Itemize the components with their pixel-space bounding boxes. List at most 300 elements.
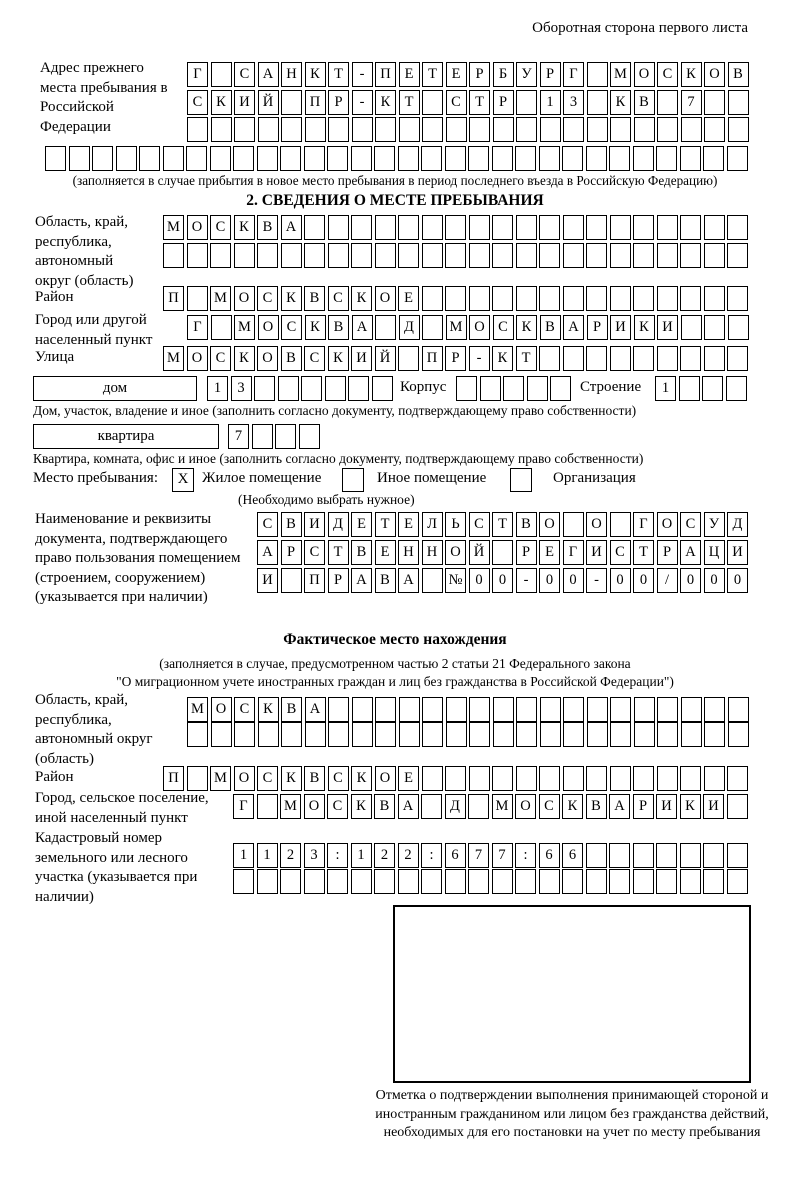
char-cell[interactable]: К (680, 794, 701, 819)
char-cell[interactable] (186, 146, 207, 171)
char-cell[interactable] (586, 766, 607, 791)
char-cell[interactable] (633, 869, 654, 894)
char-cell[interactable]: О (187, 346, 208, 371)
char-cell[interactable] (399, 697, 420, 722)
char-cell[interactable] (257, 869, 278, 894)
char-cell[interactable] (657, 90, 678, 115)
char-cell[interactable]: - (352, 62, 373, 87)
char-cell[interactable] (422, 243, 443, 268)
char-cell[interactable]: Б (493, 62, 514, 87)
char-cell[interactable] (399, 722, 420, 747)
char-cell[interactable]: Т (422, 62, 443, 87)
char-cell[interactable]: 7 (492, 843, 513, 868)
char-cell[interactable] (275, 424, 296, 449)
char-cell[interactable]: И (257, 568, 278, 593)
char-cell[interactable] (445, 215, 466, 240)
char-cell[interactable] (704, 90, 725, 115)
char-cell[interactable]: Е (398, 512, 419, 537)
factual-city-row[interactable] (233, 794, 748, 819)
char-cell[interactable]: С (493, 315, 514, 340)
char-cell[interactable] (456, 376, 477, 401)
char-cell[interactable]: 0 (727, 568, 748, 593)
char-cell[interactable] (493, 722, 514, 747)
char-cell[interactable] (539, 146, 560, 171)
char-cell[interactable]: Р (281, 540, 302, 565)
char-cell[interactable]: А (351, 568, 372, 593)
char-cell[interactable] (325, 376, 346, 401)
char-cell[interactable] (680, 286, 701, 311)
char-cell[interactable] (281, 722, 302, 747)
document-row-3[interactable] (257, 568, 748, 593)
char-cell[interactable]: И (586, 540, 607, 565)
char-cell[interactable] (492, 215, 513, 240)
char-cell[interactable] (399, 117, 420, 142)
char-cell[interactable]: С (446, 90, 467, 115)
char-cell[interactable]: С (257, 286, 278, 311)
char-cell[interactable]: - (352, 90, 373, 115)
region-row-2[interactable] (163, 243, 748, 268)
char-cell[interactable]: С (610, 540, 631, 565)
char-cell[interactable] (351, 869, 372, 894)
char-cell[interactable]: И (234, 90, 255, 115)
char-cell[interactable] (45, 146, 66, 171)
char-cell[interactable] (728, 315, 749, 340)
char-cell[interactable] (421, 869, 442, 894)
factual-district-row[interactable] (163, 766, 748, 791)
char-cell[interactable] (328, 117, 349, 142)
char-cell[interactable] (421, 794, 442, 819)
char-cell[interactable] (305, 117, 326, 142)
char-cell[interactable]: У (516, 62, 537, 87)
prev-address-row-1[interactable] (187, 62, 749, 87)
char-cell[interactable]: С (680, 512, 701, 537)
char-cell[interactable] (680, 346, 701, 371)
char-cell[interactable] (703, 146, 724, 171)
char-cell[interactable] (726, 376, 747, 401)
char-cell[interactable] (301, 376, 322, 401)
char-cell[interactable]: О (234, 286, 255, 311)
char-cell[interactable] (539, 869, 560, 894)
char-cell[interactable] (539, 766, 560, 791)
char-cell[interactable] (540, 722, 561, 747)
char-cell[interactable]: Р (493, 90, 514, 115)
char-cell[interactable] (233, 146, 254, 171)
char-cell[interactable] (610, 117, 631, 142)
char-cell[interactable] (469, 286, 490, 311)
char-cell[interactable] (586, 146, 607, 171)
char-cell[interactable]: С (281, 315, 302, 340)
char-cell[interactable]: А (398, 568, 419, 593)
char-cell[interactable] (703, 843, 724, 868)
char-cell[interactable]: С (304, 540, 325, 565)
char-cell[interactable] (610, 286, 631, 311)
char-cell[interactable] (468, 794, 489, 819)
char-cell[interactable] (304, 869, 325, 894)
char-cell[interactable] (163, 146, 184, 171)
char-cell[interactable]: К (516, 315, 537, 340)
char-cell[interactable]: М (280, 794, 301, 819)
char-cell[interactable] (704, 697, 725, 722)
char-cell[interactable] (352, 722, 373, 747)
char-cell[interactable]: А (398, 794, 419, 819)
char-cell[interactable] (539, 346, 560, 371)
char-cell[interactable]: О (304, 794, 325, 819)
char-cell[interactable]: П (375, 62, 396, 87)
char-cell[interactable] (398, 243, 419, 268)
char-cell[interactable]: П (422, 346, 443, 371)
char-cell[interactable]: Й (469, 540, 490, 565)
char-cell[interactable] (727, 346, 748, 371)
char-cell[interactable] (702, 376, 723, 401)
char-cell[interactable]: - (516, 568, 537, 593)
char-cell[interactable] (727, 286, 748, 311)
char-cell[interactable]: Т (516, 346, 537, 371)
char-cell[interactable]: А (305, 697, 326, 722)
char-cell[interactable]: 0 (610, 568, 631, 593)
char-cell[interactable]: И (304, 512, 325, 537)
char-cell[interactable] (372, 376, 393, 401)
char-cell[interactable]: К (610, 90, 631, 115)
char-cell[interactable]: А (680, 540, 701, 565)
char-cell[interactable]: С (327, 794, 348, 819)
char-cell[interactable] (587, 117, 608, 142)
char-cell[interactable] (515, 146, 536, 171)
char-cell[interactable]: 7 (681, 90, 702, 115)
char-cell[interactable]: 0 (563, 568, 584, 593)
char-cell[interactable]: Г (233, 794, 254, 819)
char-cell[interactable] (281, 90, 302, 115)
char-cell[interactable] (445, 146, 466, 171)
char-cell[interactable] (680, 869, 701, 894)
char-cell[interactable]: В (281, 512, 302, 537)
char-cell[interactable]: К (634, 315, 655, 340)
char-cell[interactable]: В (586, 794, 607, 819)
document-row-2[interactable] (257, 540, 748, 565)
char-cell[interactable] (657, 766, 678, 791)
char-cell[interactable] (211, 722, 232, 747)
char-cell[interactable]: М (446, 315, 467, 340)
char-cell[interactable]: К (328, 346, 349, 371)
char-cell[interactable] (586, 243, 607, 268)
char-cell[interactable] (516, 243, 537, 268)
char-cell[interactable]: : (515, 843, 536, 868)
char-cell[interactable] (375, 243, 396, 268)
char-cell[interactable] (609, 869, 630, 894)
char-cell[interactable]: У (704, 512, 725, 537)
char-cell[interactable] (704, 346, 725, 371)
char-cell[interactable] (446, 722, 467, 747)
char-cell[interactable] (704, 117, 725, 142)
char-cell[interactable] (398, 146, 419, 171)
char-cell[interactable]: К (681, 62, 702, 87)
char-cell[interactable] (375, 315, 396, 340)
char-cell[interactable] (563, 346, 584, 371)
char-cell[interactable]: К (305, 315, 326, 340)
char-cell[interactable]: Р (469, 62, 490, 87)
char-cell[interactable] (728, 90, 749, 115)
char-cell[interactable]: Г (633, 512, 654, 537)
char-cell[interactable] (375, 722, 396, 747)
char-cell[interactable] (468, 146, 489, 171)
char-cell[interactable]: О (258, 315, 279, 340)
char-cell[interactable]: К (234, 346, 255, 371)
char-cell[interactable]: К (351, 766, 372, 791)
char-cell[interactable]: Н (398, 540, 419, 565)
char-cell[interactable] (139, 146, 160, 171)
char-cell[interactable]: В (540, 315, 561, 340)
district-row[interactable] (163, 286, 748, 311)
cadastre-row-1[interactable] (233, 843, 748, 868)
char-cell[interactable] (727, 766, 748, 791)
char-cell[interactable]: О (634, 62, 655, 87)
char-cell[interactable] (609, 146, 630, 171)
char-cell[interactable] (92, 146, 113, 171)
char-cell[interactable] (398, 869, 419, 894)
char-cell[interactable] (657, 346, 678, 371)
char-cell[interactable] (422, 117, 443, 142)
char-cell[interactable] (422, 568, 443, 593)
char-cell[interactable]: С (210, 215, 231, 240)
char-cell[interactable] (516, 697, 537, 722)
char-cell[interactable] (704, 766, 725, 791)
char-cell[interactable]: К (562, 794, 583, 819)
char-cell[interactable] (681, 722, 702, 747)
char-cell[interactable] (540, 117, 561, 142)
char-cell[interactable]: В (634, 90, 655, 115)
char-cell[interactable]: В (374, 794, 395, 819)
char-cell[interactable]: Т (375, 512, 396, 537)
char-cell[interactable]: Л (422, 512, 443, 537)
char-cell[interactable]: Т (328, 540, 349, 565)
char-cell[interactable]: 2 (374, 843, 395, 868)
char-cell[interactable] (563, 722, 584, 747)
char-cell[interactable]: 6 (562, 843, 583, 868)
char-cell[interactable] (446, 117, 467, 142)
char-cell[interactable]: О (469, 315, 490, 340)
char-cell[interactable]: 6 (539, 843, 560, 868)
city-row[interactable] (187, 315, 749, 340)
char-cell[interactable] (480, 376, 501, 401)
char-cell[interactable]: К (281, 286, 302, 311)
factual-region-row-2[interactable] (187, 722, 749, 747)
char-cell[interactable] (422, 722, 443, 747)
char-cell[interactable]: К (281, 766, 302, 791)
char-cell[interactable] (492, 146, 513, 171)
char-cell[interactable] (374, 146, 395, 171)
char-cell[interactable] (727, 146, 748, 171)
char-cell[interactable] (375, 697, 396, 722)
char-cell[interactable] (187, 286, 208, 311)
char-cell[interactable] (633, 215, 654, 240)
char-cell[interactable] (69, 146, 90, 171)
char-cell[interactable] (704, 286, 725, 311)
char-cell[interactable] (680, 243, 701, 268)
street-row[interactable] (163, 346, 748, 371)
char-cell[interactable] (211, 315, 232, 340)
char-cell[interactable] (252, 424, 273, 449)
char-cell[interactable]: К (492, 346, 513, 371)
char-cell[interactable]: М (610, 62, 631, 87)
char-cell[interactable]: О (445, 540, 466, 565)
char-cell[interactable]: Р (633, 794, 654, 819)
char-cell[interactable] (211, 62, 232, 87)
char-cell[interactable]: И (727, 540, 748, 565)
char-cell[interactable]: : (421, 843, 442, 868)
char-cell[interactable]: Г (187, 62, 208, 87)
char-cell[interactable] (493, 697, 514, 722)
char-cell[interactable] (587, 722, 608, 747)
char-cell[interactable] (254, 376, 275, 401)
char-cell[interactable] (563, 215, 584, 240)
char-cell[interactable] (680, 146, 701, 171)
char-cell[interactable]: О (515, 794, 536, 819)
char-cell[interactable]: Д (399, 315, 420, 340)
char-cell[interactable] (375, 117, 396, 142)
char-cell[interactable] (681, 315, 702, 340)
char-cell[interactable] (352, 117, 373, 142)
char-cell[interactable] (469, 215, 490, 240)
char-cell[interactable]: К (375, 90, 396, 115)
char-cell[interactable]: С (539, 794, 560, 819)
char-cell[interactable]: : (327, 843, 348, 868)
char-cell[interactable] (328, 722, 349, 747)
char-cell[interactable] (257, 794, 278, 819)
char-cell[interactable] (304, 215, 325, 240)
char-cell[interactable] (492, 286, 513, 311)
char-cell[interactable] (258, 722, 279, 747)
char-cell[interactable] (634, 117, 655, 142)
char-cell[interactable]: М (210, 286, 231, 311)
char-cell[interactable]: М (210, 766, 231, 791)
char-cell[interactable] (562, 869, 583, 894)
char-cell[interactable]: В (304, 286, 325, 311)
char-cell[interactable] (563, 697, 584, 722)
char-cell[interactable] (727, 869, 748, 894)
factual-region-row-1[interactable] (187, 697, 749, 722)
char-cell[interactable] (422, 286, 443, 311)
house-number-cells[interactable] (207, 376, 393, 401)
char-cell[interactable] (539, 286, 560, 311)
char-cell[interactable]: 1 (233, 843, 254, 868)
char-cell[interactable]: Е (398, 286, 419, 311)
char-cell[interactable] (563, 117, 584, 142)
korpus-cells[interactable] (456, 376, 571, 401)
char-cell[interactable] (610, 512, 631, 537)
char-cell[interactable]: С (210, 346, 231, 371)
char-cell[interactable]: Ь (445, 512, 466, 537)
char-cell[interactable]: 1 (351, 843, 372, 868)
document-row-1[interactable] (257, 512, 748, 537)
char-cell[interactable] (587, 90, 608, 115)
char-cell[interactable]: 0 (539, 568, 560, 593)
char-cell[interactable] (680, 766, 701, 791)
char-cell[interactable] (681, 697, 702, 722)
char-cell[interactable]: В (728, 62, 749, 87)
char-cell[interactable] (328, 243, 349, 268)
char-cell[interactable] (633, 843, 654, 868)
char-cell[interactable] (656, 146, 677, 171)
char-cell[interactable] (469, 722, 490, 747)
char-cell[interactable] (468, 869, 489, 894)
char-cell[interactable]: Т (633, 540, 654, 565)
char-cell[interactable]: К (234, 215, 255, 240)
char-cell[interactable] (586, 346, 607, 371)
char-cell[interactable]: 6 (445, 843, 466, 868)
char-cell[interactable] (446, 697, 467, 722)
char-cell[interactable] (422, 90, 443, 115)
char-cell[interactable] (633, 286, 654, 311)
char-cell[interactable]: Д (328, 512, 349, 537)
char-cell[interactable] (657, 286, 678, 311)
char-cell[interactable]: В (375, 568, 396, 593)
char-cell[interactable]: Е (351, 512, 372, 537)
char-cell[interactable]: С (328, 286, 349, 311)
char-cell[interactable] (469, 766, 490, 791)
char-cell[interactable] (634, 722, 655, 747)
char-cell[interactable]: Р (657, 540, 678, 565)
char-cell[interactable]: И (657, 315, 678, 340)
char-cell[interactable]: С (304, 346, 325, 371)
char-cell[interactable]: 3 (231, 376, 252, 401)
char-cell[interactable]: П (305, 90, 326, 115)
char-cell[interactable]: Е (446, 62, 467, 87)
char-cell[interactable] (550, 376, 571, 401)
char-cell[interactable]: Е (375, 540, 396, 565)
char-cell[interactable]: К (305, 62, 326, 87)
char-cell[interactable] (633, 146, 654, 171)
char-cell[interactable] (421, 146, 442, 171)
char-cell[interactable]: Д (445, 794, 466, 819)
char-cell[interactable] (657, 117, 678, 142)
char-cell[interactable]: В (328, 315, 349, 340)
char-cell[interactable] (299, 424, 320, 449)
char-cell[interactable] (563, 766, 584, 791)
char-cell[interactable]: С (234, 697, 255, 722)
char-cell[interactable]: А (609, 794, 630, 819)
prev-address-row-4[interactable] (45, 146, 748, 171)
char-cell[interactable]: 1 (257, 843, 278, 868)
char-cell[interactable] (280, 146, 301, 171)
checkbox-other-premises[interactable] (342, 468, 364, 492)
char-cell[interactable] (422, 215, 443, 240)
char-cell[interactable] (586, 843, 607, 868)
char-cell[interactable] (233, 869, 254, 894)
char-cell[interactable] (515, 869, 536, 894)
char-cell[interactable] (657, 215, 678, 240)
char-cell[interactable]: О (187, 215, 208, 240)
char-cell[interactable] (656, 869, 677, 894)
char-cell[interactable] (280, 869, 301, 894)
char-cell[interactable] (679, 376, 700, 401)
char-cell[interactable]: П (163, 766, 184, 791)
char-cell[interactable] (257, 146, 278, 171)
char-cell[interactable] (304, 243, 325, 268)
char-cell[interactable]: А (352, 315, 373, 340)
char-cell[interactable] (680, 215, 701, 240)
char-cell[interactable]: 0 (469, 568, 490, 593)
char-cell[interactable] (398, 346, 419, 371)
char-cell[interactable] (727, 215, 748, 240)
char-cell[interactable] (727, 794, 748, 819)
char-cell[interactable] (503, 376, 524, 401)
char-cell[interactable] (328, 697, 349, 722)
char-cell[interactable]: С (328, 766, 349, 791)
char-cell[interactable] (610, 722, 631, 747)
char-cell[interactable] (633, 346, 654, 371)
char-cell[interactable] (516, 215, 537, 240)
char-cell[interactable]: Н (281, 62, 302, 87)
stroenie-cells[interactable] (655, 376, 747, 401)
